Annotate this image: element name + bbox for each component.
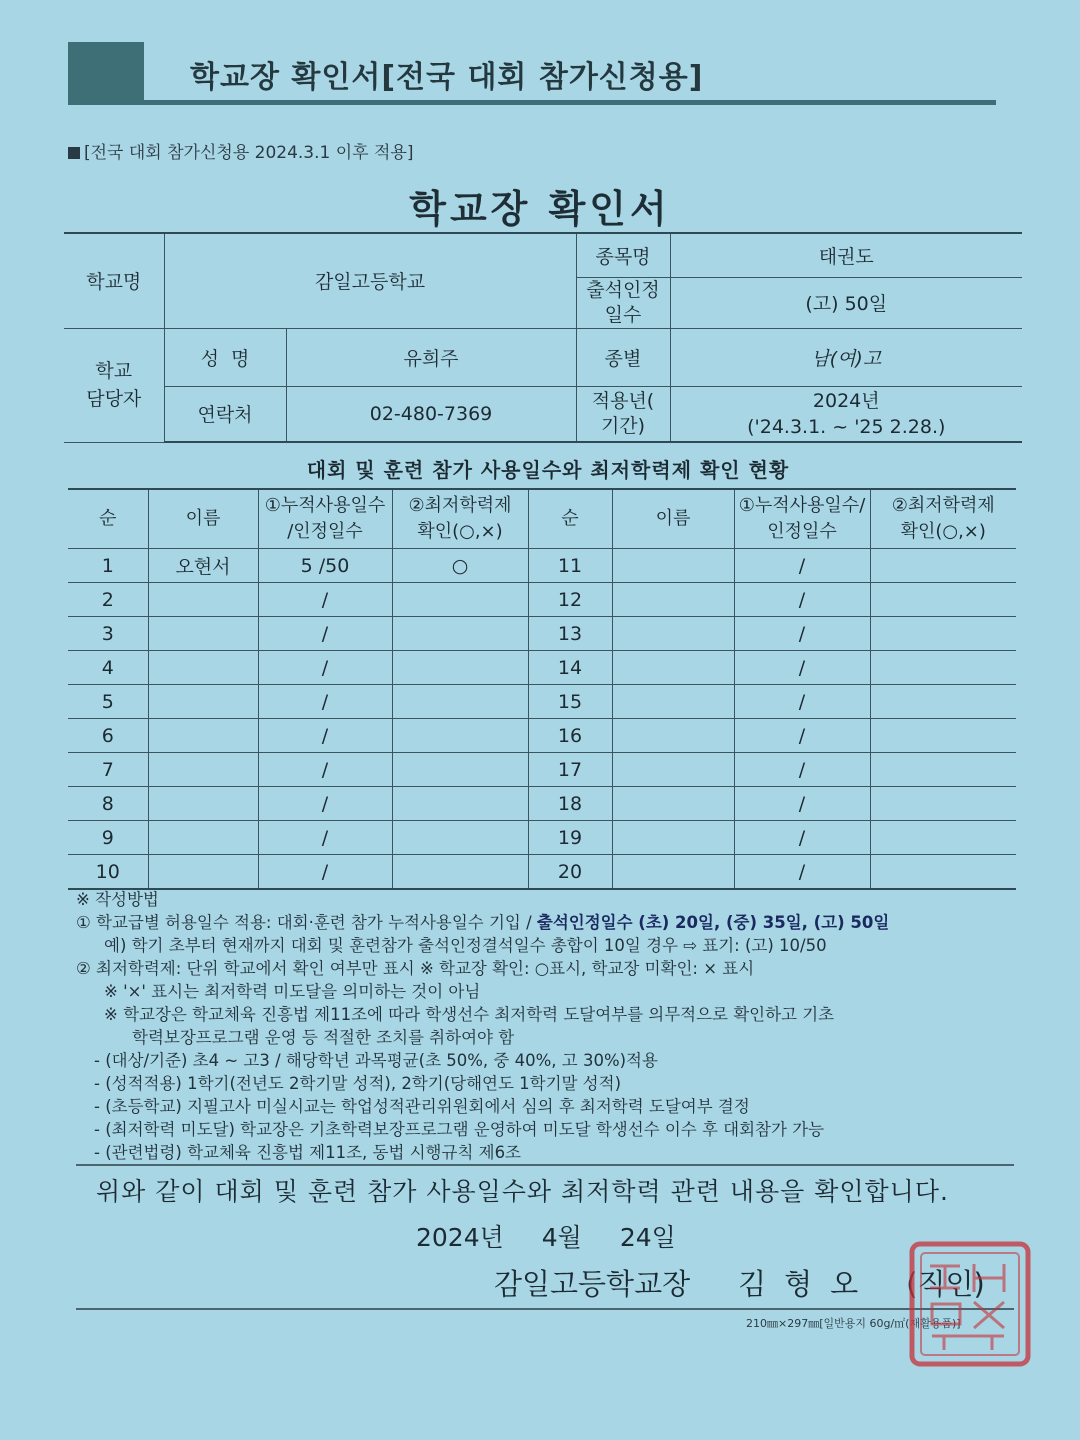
table-row xyxy=(68,685,1016,719)
col-header-days: ①누적사용일수 /인정일수 xyxy=(258,489,392,549)
doc-title: 학교장 확인서 xyxy=(409,187,671,231)
row-days: / xyxy=(258,651,392,685)
instruction-item-2: ② 최저학력제: 단위 학교에서 확인 여부만 표시 ※ 학교장 확인: ○표시, 학교장 미확인: × 표시 xyxy=(76,959,755,978)
note-text: [전국 대회 참가신청용 2024.3.1 이후 적용] xyxy=(84,143,414,163)
row-name xyxy=(148,651,258,685)
row-check xyxy=(392,719,528,753)
table-row xyxy=(68,821,1016,855)
row-check-right xyxy=(870,787,1016,821)
row-name xyxy=(148,787,258,821)
row-name-right xyxy=(612,685,734,719)
row-check xyxy=(392,651,528,685)
row-name xyxy=(148,821,258,855)
row-check xyxy=(392,753,528,787)
row-days-right: / xyxy=(734,787,870,821)
divider xyxy=(76,1164,1014,1166)
table-row xyxy=(68,583,1016,617)
row-no-right: 12 xyxy=(528,583,612,617)
issue-date xyxy=(416,1218,714,1254)
footer-rule xyxy=(76,1308,1014,1310)
period-cell xyxy=(670,386,1022,442)
instruction-example: 예) 학기 초부터 현재까지 대회 및 훈련참가 출석인정결석일수 총합이 10일 경우 ⇨ 표기: (고) 10/50 xyxy=(104,936,827,955)
row-no: 8 xyxy=(68,787,148,821)
row-no-right: 13 xyxy=(528,617,612,651)
table-row xyxy=(68,855,1016,890)
row-name-right xyxy=(612,651,734,685)
col-header-no: 순 xyxy=(68,489,148,549)
row-no: 10 xyxy=(68,855,148,890)
row-check xyxy=(392,685,528,719)
row-no-right: 16 xyxy=(528,719,612,753)
row-check xyxy=(392,583,528,617)
header-block xyxy=(68,42,144,100)
date-year: 2024년 xyxy=(416,1223,504,1252)
row-no: 6 xyxy=(68,719,148,753)
col-header-name-right: 이름 xyxy=(612,489,734,549)
row-no-right: 14 xyxy=(528,651,612,685)
col-header-check: ②최저학력제 확인(○,×) xyxy=(392,489,528,549)
attendance-value: (고) 50일 xyxy=(670,277,1022,328)
instruction-bullet-3: - (초등학교) 지필고사 미실시교는 학업성적관리위원회에서 심의 후 최저학력 도달여부 결정 xyxy=(94,1097,750,1116)
row-no: 5 xyxy=(68,685,148,719)
header-rule xyxy=(68,100,996,105)
row-days-right: / xyxy=(734,651,870,685)
date-month: 4월 xyxy=(541,1223,582,1252)
row-days: / xyxy=(258,787,392,821)
instruction-bullet-2: - (성적적용) 1학기(전년도 2학기말 성적), 2학기(당해연도 1학기말 성적) xyxy=(94,1074,622,1093)
table-row xyxy=(68,617,1016,651)
table-row xyxy=(68,651,1016,685)
row-name-right xyxy=(612,719,734,753)
period-label: 적용년( 기간) xyxy=(576,386,670,442)
info-table xyxy=(64,232,1022,443)
row-days-right: / xyxy=(734,753,870,787)
row-name: 오현서 xyxy=(148,549,258,583)
row-name-right xyxy=(612,855,734,890)
row-no-right: 17 xyxy=(528,753,612,787)
row-name-right xyxy=(612,753,734,787)
note-line xyxy=(68,138,413,163)
row-days-right: / xyxy=(734,583,870,617)
row-days: 5 /50 xyxy=(258,549,392,583)
attendance-label: 출석인정 일수 xyxy=(576,277,670,328)
row-check xyxy=(392,855,528,890)
row-name-right xyxy=(612,549,734,583)
table-row xyxy=(68,719,1016,753)
row-days-right: / xyxy=(734,719,870,753)
confirmation-statement: 위와 같이 대회 및 훈련 참가 사용일수와 최저학력 관련 내용을 확인합니다. xyxy=(96,1177,949,1206)
row-days: / xyxy=(258,583,392,617)
sport-value: 태권도 xyxy=(670,233,1022,277)
row-no-right: 19 xyxy=(528,821,612,855)
row-check xyxy=(392,617,528,651)
row-check-right xyxy=(870,651,1016,685)
row-no-right: 20 xyxy=(528,855,612,890)
row-days-right: / xyxy=(734,549,870,583)
row-name xyxy=(148,719,258,753)
row-days-right: / xyxy=(734,617,870,651)
paper-spec: 210㎜×297㎜[일반용지 60g/㎡(재활용품)] xyxy=(746,1317,961,1330)
row-name xyxy=(148,855,258,890)
row-no: 3 xyxy=(68,617,148,651)
row-name xyxy=(148,617,258,651)
category-label: 종별 xyxy=(576,328,670,386)
row-check: ○ xyxy=(392,549,528,583)
row-days: / xyxy=(258,821,392,855)
row-no: 1 xyxy=(68,549,148,583)
bullet-square-icon xyxy=(68,147,80,159)
row-name-right xyxy=(612,617,734,651)
row-check-right xyxy=(870,685,1016,719)
row-check-right xyxy=(870,549,1016,583)
row-name-right xyxy=(612,821,734,855)
row-check xyxy=(392,821,528,855)
instruction-bullet-1: - (대상/기준) 초4 ~ 고3 / 해당학년 과목평균(초 50%, 중 40%, 고 30%)적용 xyxy=(94,1051,658,1070)
row-no-right: 15 xyxy=(528,685,612,719)
usage-table-body xyxy=(68,549,1016,890)
row-name-right xyxy=(612,787,734,821)
row-name-right xyxy=(612,583,734,617)
row-name xyxy=(148,583,258,617)
school-value: 감일고등학교 xyxy=(164,233,576,328)
contact-value: 02-480-7369 xyxy=(286,386,576,442)
row-days-right: / xyxy=(734,685,870,719)
period-year: 2024년 xyxy=(812,389,880,412)
row-check-right xyxy=(870,583,1016,617)
row-days: / xyxy=(258,753,392,787)
official-seal-icon xyxy=(908,1240,1032,1368)
col-header-days-right: ①누적사용일수/ 인정일수 xyxy=(734,489,870,549)
row-check xyxy=(392,787,528,821)
table-row xyxy=(68,753,1016,787)
row-days: / xyxy=(258,617,392,651)
sport-label: 종목명 xyxy=(576,233,670,277)
row-days: / xyxy=(258,855,392,890)
date-day: 24일 xyxy=(619,1223,676,1252)
banner-title: 학교장 확인서[전국 대회 참가신청용] xyxy=(190,60,704,95)
instruction-note-2: ※ 학교장은 학교체육 진흥법 제11조에 따라 학생선수 최저학력 도달여부를 의무적으로 확인하고 기초 xyxy=(104,1005,835,1024)
row-check-right xyxy=(870,855,1016,890)
instruction-bullet-5: - (관련법령) 학교체육 진흥법 제11조, 동법 시행규칙 제6조 xyxy=(94,1143,521,1162)
instruction-bullet-4: - (최저학력 미도달) 학교장은 기초학력보장프로그램 운영하여 미도달 학생선수 이수 후 대회참가 가능 xyxy=(94,1120,825,1139)
row-days: / xyxy=(258,719,392,753)
instruction-note-1: ※ '×' 표시는 최저학력 미도달을 의미하는 것이 아님 xyxy=(104,982,481,1001)
col-header-no-right: 순 xyxy=(528,489,612,549)
period-range: ('24.3.1. ~ '25 2.28.) xyxy=(747,415,946,438)
row-check-right xyxy=(870,753,1016,787)
usage-table xyxy=(68,488,1016,890)
row-check-right xyxy=(870,719,1016,753)
row-name xyxy=(148,753,258,787)
instruction-note-2-cont: 학력보장프로그램 운영 등 적절한 조치를 취하여야 함 xyxy=(132,1028,515,1047)
table-row xyxy=(68,549,1016,583)
school-principal: 감일고등학교장 xyxy=(494,1267,691,1301)
col-header-name: 이름 xyxy=(148,489,258,549)
row-no: 2 xyxy=(68,583,148,617)
name-label: 성 명 xyxy=(164,328,286,386)
instructions-heading: ※ 작성방법 xyxy=(76,890,159,909)
row-no: 9 xyxy=(68,821,148,855)
seal-label: (직인) xyxy=(906,1267,985,1301)
name-value: 유희주 xyxy=(286,328,576,386)
row-days-right: / xyxy=(734,821,870,855)
row-no: 4 xyxy=(68,651,148,685)
row-name xyxy=(148,685,258,719)
contact-label: 연락처 xyxy=(164,386,286,442)
row-days-right: / xyxy=(734,855,870,890)
row-check-right xyxy=(870,821,1016,855)
row-no-right: 11 xyxy=(528,549,612,583)
instruction-item-1: ① 학교급별 허용일수 적용: 대회·훈련 참가 누적사용일수 기입 / 출석인정일수 (초) 20일, (중) 35일, (고) 50일 xyxy=(76,913,890,932)
section-title: 대회 및 훈련 참가 사용일수와 최저학력제 확인 현황 xyxy=(306,458,790,482)
category-value: 남(여)고 xyxy=(670,328,1022,386)
row-check-right xyxy=(870,617,1016,651)
row-no: 7 xyxy=(68,753,148,787)
principal-name: 김형오 xyxy=(738,1267,877,1301)
school-label: 학교명 xyxy=(64,233,164,328)
col-header-check-right: ②최저학력제 확인(○,×) xyxy=(870,489,1016,549)
instructions xyxy=(76,888,1036,1164)
row-no-right: 18 xyxy=(528,787,612,821)
manager-label: 학교 담당자 xyxy=(64,328,164,442)
row-days: / xyxy=(258,685,392,719)
table-row xyxy=(68,787,1016,821)
